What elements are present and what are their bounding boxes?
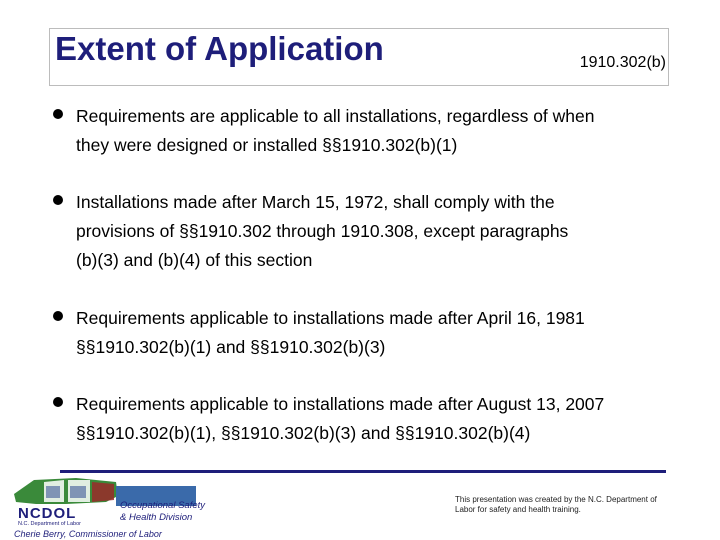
bullet-line: Installations made after March 15, 1972, shall comply with the (76, 192, 555, 212)
logo-commissioner: Cherie Berry, Commissioner of Labor (14, 529, 162, 539)
bullet-dot-icon (53, 109, 63, 119)
bullet-dot-icon (53, 397, 63, 407)
bullet-line: they were designed or installed §§1910.302(b)(1) (76, 135, 458, 155)
bullet-line: Requirements applicable to installations made after August 13, 2007 (76, 394, 605, 414)
logo-agency: NCDOL (18, 505, 77, 522)
bullet-line: §§1910.302(b)(1) and §§1910.302(b)(3) (76, 337, 386, 357)
slide-title: Extent of Application (55, 30, 384, 67)
bullet-line: provisions of §§1910.302 through 1910.308, except paragraphs (76, 221, 569, 241)
bullet-line: Requirements are applicable to all installations, regardless of when (76, 106, 595, 126)
bullet-line: Requirements applicable to installations made after April 16, 1981 (76, 308, 585, 328)
bullet-dot-icon (53, 195, 63, 205)
logo-department: N.C. Department of Labor (18, 521, 81, 527)
logo-division-line-1: Occupational Safety (120, 500, 206, 511)
bullet-dot-icon (53, 311, 63, 321)
footer-note: This presentation was created by the N.C. Department of Labor for safety and health training. (455, 495, 657, 514)
regulation-reference: 1910.302(b) (579, 54, 666, 71)
bullet-line: (b)(3) and (b)(4) of this section (76, 250, 313, 270)
bullet-line: §§1910.302(b)(1), §§1910.302(b)(3) and §§1910.302(b)(4) (76, 423, 531, 443)
logo-division-line-2: & Health Division (120, 512, 193, 523)
